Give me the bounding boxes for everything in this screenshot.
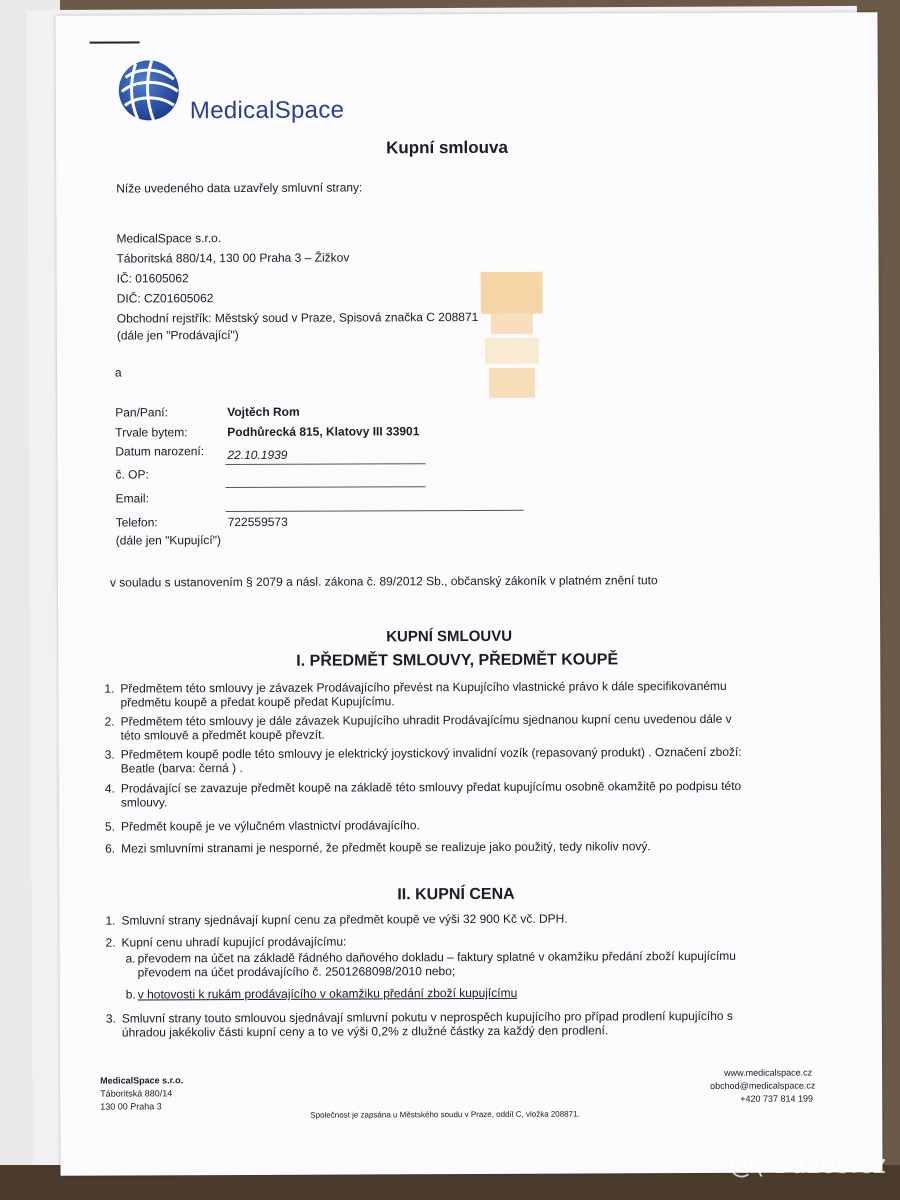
section2-item-2-num: 2. [105,935,116,950]
op-underline [226,486,426,488]
footer-registration: Společnost je zapsána u Městského soudu v Praze, oddíl C, vložka 208871. [310,1109,580,1120]
footer-company: MedicalSpace s.r.o. [100,1075,184,1086]
buyer-phone-value: 722559573 [227,514,288,530]
intro-text: Níže uvedeného data uzavřely smluvní strany: [116,180,363,196]
main-heading: KUPNÍ SMLOUVU [386,627,513,646]
section1-item-5-num: 5. [104,819,116,834]
contract-page [55,12,882,1176]
buyer-name-value: Vojtěch Rom [227,404,300,420]
buyer-birth-label: Datum narození: [115,444,205,459]
footer-street: Táboritská 880/14 [100,1088,173,1099]
section2-sub-b-text: v hotovosti k rukám prodávajícího v okamžiku předání zboží kupujícímu [137,985,518,1002]
buyer-birth-value: 22.10.1939 [227,447,288,463]
globe-logo-icon [116,57,182,123]
connector-text: a [114,365,122,380]
email-underline [226,510,524,512]
footer-web: www.medicalspace.cz [724,1067,813,1078]
buyer-op-label: č. OP: [115,467,149,482]
section1-item-4-line-2: smlouvy. [120,795,168,810]
section1-item-6-line-1: Mezi smluvními stranami je nesporné, že předmět koupě se realizuje jako použitý, tedy nikoliv nový. [121,839,651,856]
buyer-address-value: Podhůrecká 815, Klatovy III 33901 [227,424,420,440]
section1-item-2-line-2: této smlouvě a předmět koupě převzít. [120,727,325,743]
footer-email: obchod@medicalspace.cz [710,1080,816,1091]
section2-item-3-line-2: úhradou jakékoliv části kupní ceny a to ve výši 0,2% z dlužné částky za každý den prodlení. [121,1023,609,1040]
section1-item-3-num: 3. [104,747,115,762]
buyer-phone-label: Telefon: [115,515,158,530]
seller-alias: (dále jen "Prodávající") [116,328,239,343]
section2-item-2-text: Kupní cenu uhradí kupující prodávajícímu: [121,934,347,950]
section1-item-4-num: 4. [104,781,115,796]
document-title: Kupní smlouva [386,137,508,158]
section2-sub-a-num: a. [125,951,136,966]
seller-dic: DIČ: CZ01605062 [116,291,214,306]
section2-title: II. KUPNÍ CENA [397,885,515,904]
section1-item-1-line-2: předmětu koupě a předat koupě předat Kupujícímu. [120,694,395,710]
section1-item-3-line-2: Beatle (barva: černá ) . [120,760,243,776]
faded-stamp [481,272,544,402]
section1-item-1-num: 1. [104,681,115,696]
footer-phone: +420 737 814 199 [740,1093,814,1104]
buyer-alias: (dále jen "Kupující") [115,533,222,548]
section1-item-6-num: 6. [105,841,116,856]
section1-item-4-line-1: Prodávající se zavazuje předmět koupě na základě této smlouvy předat kupujícímu osobně okamžitě po podpisu této [120,778,742,796]
legal-basis: v souladu s ustanovením § 2079 a násl. zákona č. 89/2012 Sb., občanský zákoník v platném znění tuto [109,573,658,590]
buyer-address-label: Trvale bytem: [115,425,188,440]
seller-address: Táboritská 880/14, 130 00 Praha 3 – Žižkov [116,250,350,266]
section1-item-2-num: 2. [104,714,115,729]
section2-sub-a-line-2: převodem na účet prodávajícího č. 2501268098/2010 nebo; [137,964,456,980]
section1-title: I. PŘEDMĚT SMLOUVY, PŘEDMĚT KOUPĚ [296,651,619,670]
logo-text: MedicalSpace [189,96,345,125]
section2-sub-a-line-1: převodem na účet na základě řádného daňového dokladu – faktury splatné v okamžiku předání zboží kupujícímu [137,948,736,966]
section2-item-1-text: Smluvní strany sjednávají kupní cenu za předmět koupě ve výši 32 900 Kč vč. DPH. [121,911,568,928]
section2-item-3-line-1: Smluvní strany touto smlouvou sjednávají smluvní pokutu v neprospěch kupujícího pro případ prodlení kupujícího s [121,1008,733,1026]
section2-item-3-num: 3. [105,1011,116,1026]
section2-item-1-num: 1. [105,913,116,928]
seller-ico: IČ: 01605062 [116,271,189,286]
footer-city: 130 00 Praha 3 [100,1101,162,1112]
buyer-name-label: Pan/Paní: [115,405,168,420]
watermark: @( Bazos.cz [728,1150,886,1180]
buyer-email-label: Email: [115,491,149,506]
pen-mark [90,41,140,43]
section1-item-2-line-1: Předmětem této smlouvy je dále závazek Kupujícího uhradit Prodávajícímu sjednanou kupní cenu uvedenou dále v [120,711,732,729]
seller-registry: Obchodní rejstřík: Městský soud v Praze, Spisová značka C 208871 [116,309,479,326]
section1-item-5-line-1: Předmět koupě je ve výlučném vlastnictví prodávajícího. [120,818,420,834]
section1-item-3-line-1: Předmětem koupě podle této smlouvy je elektrický joystickový invalidní vozík (repasovaný produkt) . Označení zboží: [120,744,742,762]
birth-underline [225,463,425,465]
section1-item-1-line-1: Předmětem této smlouvy je závazek Prodávajícího převést na Kupujícího vlastnické právo k dále specifikovanému [120,678,727,696]
seller-name: MedicalSpace s.r.o. [116,231,222,246]
section2-sub-b-num: b. [125,987,136,1002]
